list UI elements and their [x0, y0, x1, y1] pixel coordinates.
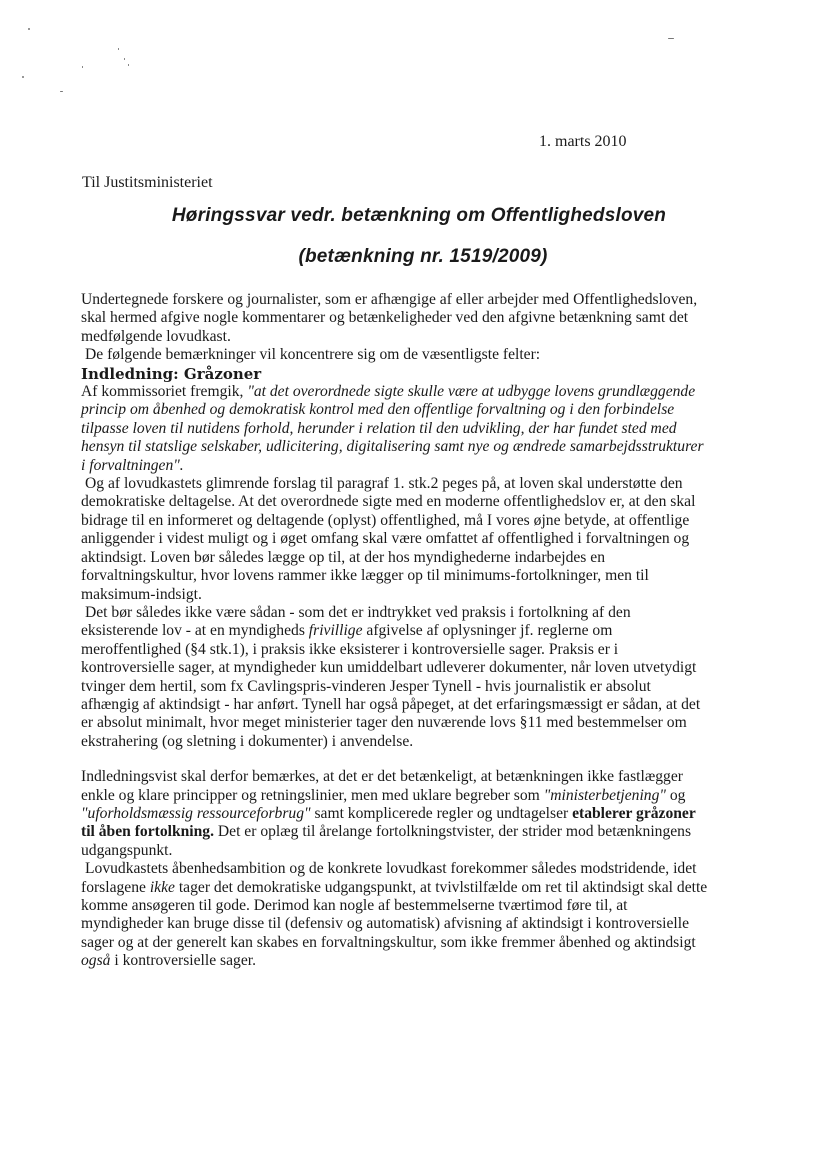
- text-line: [81, 879, 751, 897]
- text-line: [81, 805, 751, 823]
- text-run: forslagene: [81, 878, 150, 896]
- recipient-line: Til Justitsministeriet: [82, 174, 213, 191]
- paragraph-5: [81, 860, 751, 970]
- italic-run: "uforholdsmæssig ressourceforbrug": [81, 804, 311, 822]
- text-line: skal hermed afgive nogle kommentarer og betænkeligheder ved den afgivne betænkning samt det: [81, 309, 689, 327]
- text-line: tvinger dem hertil, som fx Cavlingspris-vinderen Jesper Tynell - hvis journalistik er absolut: [81, 677, 651, 695]
- text-line: Lovudkastets åbenhedsambition og de konkrete lovudkast forekommer således modstridende, idet: [85, 860, 697, 878]
- text-line: anliggender i videst muligt og i øget omfang skal være omfattet af offentlighed i forvaltningen og: [81, 530, 690, 548]
- text-line: medfølgende lovudkast.: [81, 327, 231, 345]
- italic-run: "ministerbetjening": [543, 786, 666, 804]
- scan-speck: [128, 64, 129, 66]
- text-line: bidrage til en informeret og deltagende (oplyst) offentlighed, må I vores øjne betyde, at offentlige: [81, 511, 690, 529]
- bold-run: etablerer gråzoner: [572, 804, 696, 822]
- text-line: afhængig af aktindsigt - har anført. Tynell har også påpeget, at det erfaringsmæssigt er sådan, at det: [81, 695, 701, 713]
- document-title: Høringssvar vedr. betænkning om Offentlighedsloven: [171, 205, 667, 226]
- italic-run: også: [81, 952, 111, 970]
- text-line: komme ansøgeren til gode. Derimod kan nogle af bestemmelserne tværtimod føre til, at: [81, 897, 628, 914]
- text-line: maksimum-indsigt.: [81, 585, 202, 603]
- text-line: ekstrahering (og sletning i dokumenter) i anvendelse.: [81, 732, 414, 750]
- text-line: er absolut minimalt, hvor meget ministerier tager den nuværende lovs §11 med bestemmelser om: [81, 714, 687, 732]
- text-line: kontroversielle sager, at myndigheder kun umiddelbart udleverer dokumenter, når loven utvetydigt: [81, 659, 697, 677]
- text-line: Undertegnede forskere og journalister, som er afhængige af eller arbejder med Offentlighedsloven,: [81, 291, 698, 308]
- text-run: Det er oplæg til årelange fortolkningstvister, der strider mod betænkningens: [214, 823, 692, 841]
- text-line: De følgende bemærkninger vil koncentrere sig om de væsentligste felter:: [85, 346, 541, 364]
- text-line: [81, 823, 751, 841]
- intro-paragraph: [81, 291, 751, 365]
- scan-speck: [668, 38, 674, 39]
- text-run: og: [665, 786, 686, 804]
- letter-date: 1. marts 2010: [539, 133, 627, 150]
- quote-line: princip om åbenhed og demokratisk kontrol med den offentlige forvaltning og i den forbindelse: [81, 401, 675, 419]
- document-body: [81, 291, 751, 971]
- paragraph-4: [81, 768, 751, 860]
- text-line: forvaltningskultur, hvor lovens rammer ikke lægger op til minimums-fortolkninger, men til: [81, 567, 649, 585]
- italic-run: ikke: [149, 878, 175, 896]
- text-line: [81, 383, 751, 401]
- text-line: udgangspunkt.: [81, 841, 173, 859]
- text-line: [81, 952, 751, 970]
- document-subtitle: (betænkning nr. 1519/2009): [298, 246, 548, 267]
- text-line: sager og at der generelt kan skabes en forvaltningskultur, som ikke fremmer åbenhed og aktindsigt: [81, 933, 696, 951]
- section-heading: Indledning: Gråzoner: [81, 364, 262, 383]
- text-run: enkle og klare principper og retningslinier, men med uklare begreber som: [81, 786, 544, 804]
- quote-line: hensyn til statslige selskaber, udlicitering, digitalisering samt nye og ændrede samarbejdsstrukturer: [81, 438, 704, 456]
- text-run: tager det demokratiske udgangspunkt, at tvivlstilfælde om ret til aktindsigt skal dette: [174, 878, 708, 896]
- paragraph-gap: [81, 751, 751, 768]
- quote-paragraph: [81, 383, 751, 475]
- scan-speck: [28, 28, 30, 30]
- quote-line: i forvaltningen".: [81, 456, 184, 474]
- scan-speck: [60, 91, 63, 92]
- text-line: Og af lovudkastets glimrende forslag til paragraf 1. stk.2 peges på, at loven skal understøtte den: [85, 475, 683, 493]
- scan-speck: [82, 66, 83, 68]
- quote-lead: Af kommissoriet fremgik,: [81, 383, 248, 401]
- text-line: [81, 787, 751, 805]
- text-run: eksisterende lov - at en myndigheds: [81, 622, 309, 640]
- quote-text: "at det overordnede sigte skulle være at udbygge lovens grundlæggende: [247, 383, 696, 401]
- text-line: Indledningsvist skal derfor bemærkes, at det er det betænkeligt, at betænkningen ikke fastlægger: [81, 768, 683, 786]
- scan-speck: [118, 48, 119, 50]
- quote-line: tilpasse loven til nutidens forhold, herunder i relation til den udvikling, der har fundet sted med: [81, 419, 677, 437]
- scan-speck: [22, 76, 24, 78]
- text-line: aktindsigt. Loven bør således lægge op til, at der hos myndighederne indarbejdes en: [81, 548, 605, 566]
- text-line: meroffentlighed (§4 stk.1), i praksis ikke eksisterer i kontroversielle sager. Praksis er i: [81, 640, 619, 658]
- bold-run: til åben fortolkning.: [81, 823, 214, 841]
- text-line: Det bør således ikke være sådan - som det er indtrykket ved praksis i fortolkning af den: [85, 603, 631, 621]
- paragraph-2: [81, 475, 751, 604]
- text-run: samt komplicerede regler og undtagelser: [310, 804, 573, 822]
- italic-run: frivillige: [308, 622, 363, 640]
- text-line: [81, 622, 751, 640]
- paragraph-3: [81, 604, 751, 751]
- text-run: i kontroversielle sager.: [110, 952, 256, 970]
- text-run: afgivelse af oplysninger jf. reglerne om: [362, 622, 613, 640]
- text-line: myndigheder kan bruge disse til (defensiv og automatisk) afvisning af aktindsigt i kontroversielle: [81, 915, 690, 933]
- text-line: demokratiske deltagelse. At det overordnede sigte med en moderne offentlighedslov er, at den skal: [81, 493, 696, 511]
- scan-speck: [124, 58, 125, 60]
